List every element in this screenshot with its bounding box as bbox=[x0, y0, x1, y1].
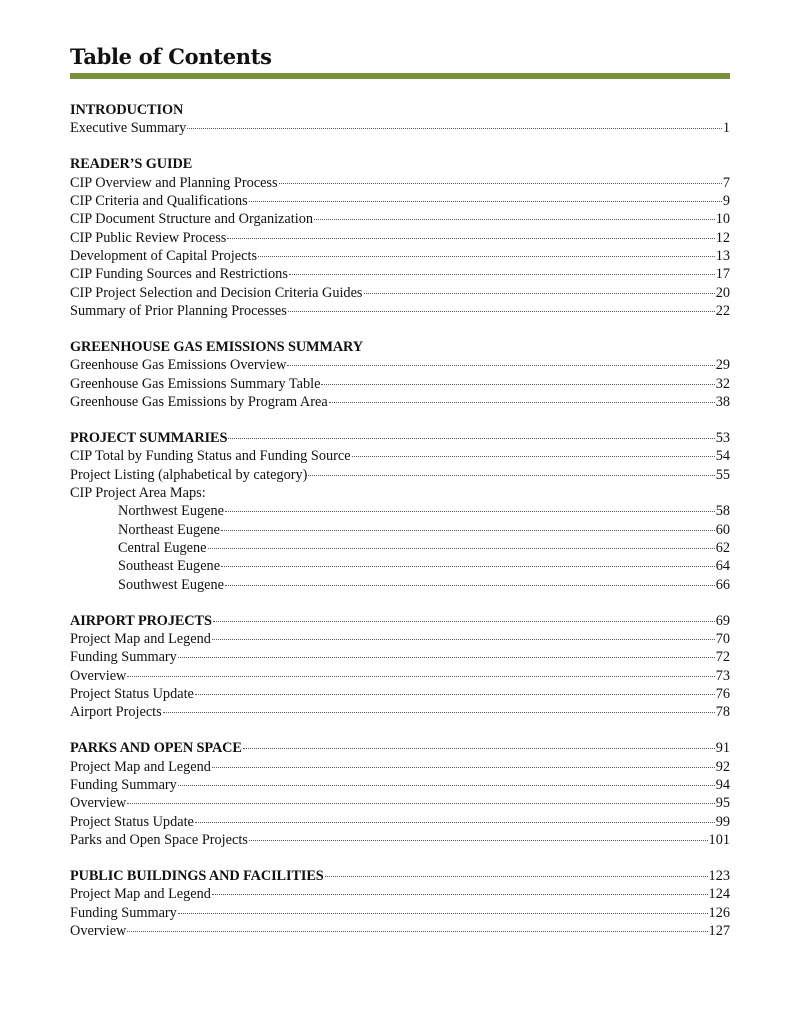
dot-leader bbox=[289, 274, 715, 275]
toc-section bbox=[70, 155, 730, 320]
toc-entry[interactable] bbox=[70, 356, 730, 374]
toc-entry[interactable] bbox=[70, 447, 730, 465]
dot-leader bbox=[352, 456, 715, 457]
toc-entry-page-number: 95 bbox=[715, 795, 730, 812]
toc-entry-label: Greenhouse Gas Emissions Summary Table bbox=[70, 375, 321, 392]
toc-entry-page-number: 29 bbox=[715, 357, 730, 374]
toc-entry-page-number: 38 bbox=[715, 394, 730, 410]
dot-leader bbox=[221, 530, 715, 531]
dot-leader bbox=[308, 475, 714, 476]
title-underline-rule bbox=[70, 73, 730, 79]
toc-entry[interactable] bbox=[70, 521, 730, 539]
toc-entry-page-number: 12 bbox=[715, 229, 730, 246]
toc-entry[interactable] bbox=[70, 174, 730, 192]
dot-leader bbox=[178, 913, 708, 914]
toc-entry[interactable] bbox=[70, 502, 730, 520]
toc-entry-page-number: 127 bbox=[708, 922, 730, 939]
section-heading[interactable] bbox=[70, 739, 730, 757]
toc-entry-label: Overview bbox=[70, 667, 127, 684]
dot-leader bbox=[249, 201, 722, 202]
toc-section bbox=[70, 101, 730, 138]
toc-entry-page-number: 10 bbox=[715, 211, 730, 228]
section-heading[interactable] bbox=[70, 101, 730, 119]
dot-leader bbox=[325, 876, 708, 877]
toc-entry-page-number: 32 bbox=[715, 375, 730, 392]
toc-entry[interactable] bbox=[70, 229, 730, 247]
dot-leader bbox=[221, 566, 715, 567]
dot-leader bbox=[178, 785, 715, 786]
toc-entry[interactable] bbox=[70, 648, 730, 666]
toc-entry[interactable] bbox=[70, 576, 730, 594]
toc-entry[interactable] bbox=[70, 630, 730, 648]
toc-entry-label: CIP Public Review Process bbox=[70, 229, 227, 246]
toc-entry-page-number: 99 bbox=[715, 813, 730, 830]
dot-leader bbox=[287, 365, 714, 366]
section-heading-label: READER’S GUIDE bbox=[70, 156, 193, 173]
toc-entry-label: Southeast Eugene bbox=[118, 558, 221, 575]
toc-entry-label: Northwest Eugene bbox=[118, 503, 225, 520]
dot-leader bbox=[127, 931, 707, 932]
dot-leader bbox=[225, 585, 715, 586]
toc-entry-page-number: 66 bbox=[715, 576, 730, 593]
section-heading-label: PROJECT SUMMARIES bbox=[70, 429, 228, 446]
toc-entry[interactable] bbox=[70, 119, 730, 137]
toc-entry-label: CIP Overview and Planning Process bbox=[70, 174, 278, 191]
toc-entry[interactable] bbox=[70, 922, 730, 940]
toc-entry-label: Summary of Prior Planning Processes bbox=[70, 303, 287, 320]
toc-entry-label: CIP Total by Funding Status and Funding Source bbox=[70, 448, 351, 465]
toc-entry-label: Southwest Eugene bbox=[118, 576, 225, 593]
dot-leader bbox=[195, 694, 715, 695]
dot-leader bbox=[187, 128, 722, 129]
toc-entry-page-number: 73 bbox=[715, 667, 730, 684]
toc-entry-page-number: 20 bbox=[715, 284, 730, 301]
toc-entry-label: Project Map and Legend bbox=[70, 630, 211, 647]
toc-entry-page-number: 124 bbox=[708, 886, 730, 903]
toc-entry[interactable] bbox=[70, 776, 730, 794]
toc-section bbox=[70, 867, 730, 940]
dot-leader bbox=[314, 219, 715, 220]
section-heading-label: AIRPORT PROJECTS bbox=[70, 612, 212, 629]
dot-leader bbox=[195, 822, 715, 823]
toc-entry-label: Funding Summary bbox=[70, 649, 177, 666]
toc-entry-page-number: 72 bbox=[715, 649, 730, 666]
section-heading-label: PUBLIC BUILDINGS AND FACILITIES bbox=[70, 867, 324, 884]
toc-entry[interactable] bbox=[70, 703, 730, 721]
toc-entry[interactable] bbox=[70, 302, 730, 320]
toc-entry-label: Project Map and Legend bbox=[70, 886, 211, 903]
toc-entry-label: CIP Funding Sources and Restrictions bbox=[70, 266, 288, 283]
toc-entry-label: Overview bbox=[70, 922, 127, 939]
toc-entry-page-number: 76 bbox=[715, 686, 730, 702]
toc-section bbox=[70, 338, 730, 411]
toc-entry-page-number: 101 bbox=[708, 832, 730, 848]
toc-section bbox=[70, 612, 730, 722]
dot-leader bbox=[364, 293, 715, 294]
section-heading[interactable] bbox=[70, 429, 730, 447]
section-heading-page-number: 123 bbox=[708, 867, 730, 884]
toc-entry-label: CIP Project Area Maps: bbox=[70, 484, 206, 501]
toc-entry-page-number: 9 bbox=[722, 192, 730, 209]
toc-entry[interactable] bbox=[70, 831, 730, 849]
table-of-contents bbox=[70, 101, 730, 958]
toc-entry[interactable] bbox=[70, 557, 730, 575]
toc-entry-label: Parks and Open Space Projects bbox=[70, 832, 248, 848]
toc-entry-label: Funding Summary bbox=[70, 776, 177, 793]
section-heading-page-number: 91 bbox=[715, 740, 730, 757]
toc-entry-page-number: 58 bbox=[715, 503, 730, 520]
toc-entry[interactable] bbox=[70, 393, 730, 411]
toc-entry-label: Central Eugene bbox=[118, 540, 207, 556]
toc-entry-page-number: 70 bbox=[715, 630, 730, 647]
toc-entry[interactable] bbox=[70, 375, 730, 393]
dot-leader bbox=[249, 840, 708, 841]
toc-entry[interactable] bbox=[70, 265, 730, 283]
dot-leader bbox=[127, 676, 714, 677]
toc-entry[interactable] bbox=[70, 192, 730, 210]
toc-entry-label: Greenhouse Gas Emissions by Program Area bbox=[70, 394, 328, 410]
toc-entry[interactable] bbox=[70, 539, 730, 557]
toc-entry[interactable] bbox=[70, 758, 730, 776]
dot-leader bbox=[225, 511, 715, 512]
toc-entry-label: Northeast Eugene bbox=[118, 521, 221, 538]
toc-entry[interactable] bbox=[70, 813, 730, 831]
section-heading[interactable] bbox=[70, 155, 730, 173]
section-heading[interactable] bbox=[70, 867, 730, 885]
toc-entry-label: Executive Summary bbox=[70, 120, 187, 137]
section-heading[interactable] bbox=[70, 612, 730, 630]
toc-entry-page-number: 17 bbox=[715, 266, 730, 283]
section-heading-page-number: 69 bbox=[715, 612, 730, 629]
toc-entry-page-number: 54 bbox=[715, 448, 730, 465]
dot-leader bbox=[329, 402, 715, 403]
toc-entry[interactable] bbox=[70, 667, 730, 685]
toc-entry-page-number: 62 bbox=[715, 540, 730, 556]
toc-entry-label: Greenhouse Gas Emissions Overview bbox=[70, 357, 287, 374]
toc-entry-label: Overview bbox=[70, 795, 127, 812]
toc-entry-label: Project Status Update bbox=[70, 686, 194, 702]
toc-entry-page-number: 7 bbox=[722, 174, 730, 191]
toc-entry-label: Funding Summary bbox=[70, 904, 177, 921]
toc-entry-page-number: 60 bbox=[715, 521, 730, 538]
dot-leader bbox=[163, 712, 715, 713]
toc-entry-label: CIP Document Structure and Organization bbox=[70, 211, 313, 228]
dot-leader bbox=[212, 639, 715, 640]
dot-leader bbox=[321, 384, 714, 385]
section-heading-page-number: 53 bbox=[715, 429, 730, 446]
section-heading[interactable] bbox=[70, 338, 730, 356]
dot-leader bbox=[228, 438, 714, 439]
toc-entry-label: Project Listing (alphabetical by category) bbox=[70, 466, 308, 483]
page-title: Table of Contents bbox=[70, 44, 272, 69]
toc-entry[interactable] bbox=[70, 247, 730, 265]
dot-leader bbox=[127, 803, 714, 804]
toc-entry-label: Project Status Update bbox=[70, 813, 194, 830]
section-heading-label: PARKS AND OPEN SPACE bbox=[70, 740, 242, 757]
section-heading-label: GREENHOUSE GAS EMISSIONS SUMMARY bbox=[70, 338, 364, 355]
toc-entry[interactable] bbox=[70, 794, 730, 812]
toc-entry[interactable] bbox=[70, 885, 730, 903]
toc-entry-label: Project Map and Legend bbox=[70, 758, 211, 775]
dot-leader bbox=[212, 894, 708, 895]
toc-entry-page-number: 78 bbox=[715, 704, 730, 721]
toc-entry[interactable] bbox=[70, 284, 730, 302]
section-heading-label: INTRODUCTION bbox=[70, 102, 184, 118]
toc-entry[interactable] bbox=[70, 904, 730, 922]
toc-entry-label: Airport Projects bbox=[70, 704, 162, 721]
dot-leader bbox=[227, 238, 714, 239]
dot-leader bbox=[212, 767, 715, 768]
toc-entry[interactable] bbox=[70, 685, 730, 703]
toc-entry-label: Development of Capital Projects bbox=[70, 248, 258, 264]
toc-entry-page-number: 22 bbox=[715, 303, 730, 320]
dot-leader bbox=[208, 548, 715, 549]
toc-entry[interactable] bbox=[70, 210, 730, 228]
dot-leader bbox=[213, 621, 715, 622]
toc-section bbox=[70, 429, 730, 594]
dot-leader bbox=[178, 657, 715, 658]
toc-entry-page-number: 126 bbox=[708, 904, 730, 921]
dot-leader bbox=[288, 311, 715, 312]
toc-entry-label: CIP Criteria and Qualifications bbox=[70, 192, 248, 209]
toc-entry-page-number: 92 bbox=[715, 758, 730, 775]
toc-entry-page-number: 94 bbox=[715, 776, 730, 793]
dot-leader bbox=[279, 183, 722, 184]
toc-entry-label: CIP Project Selection and Decision Criteria Guides bbox=[70, 284, 363, 301]
toc-entry-page-number: 64 bbox=[715, 558, 730, 575]
toc-entry-page-number: 13 bbox=[715, 248, 730, 264]
toc-section bbox=[70, 739, 730, 849]
dot-leader bbox=[258, 256, 715, 257]
dot-leader bbox=[243, 748, 715, 749]
toc-entry[interactable] bbox=[70, 484, 730, 502]
toc-entry-page-number: 55 bbox=[715, 466, 730, 483]
toc-entry[interactable] bbox=[70, 466, 730, 484]
toc-entry-page-number: 1 bbox=[722, 120, 730, 137]
